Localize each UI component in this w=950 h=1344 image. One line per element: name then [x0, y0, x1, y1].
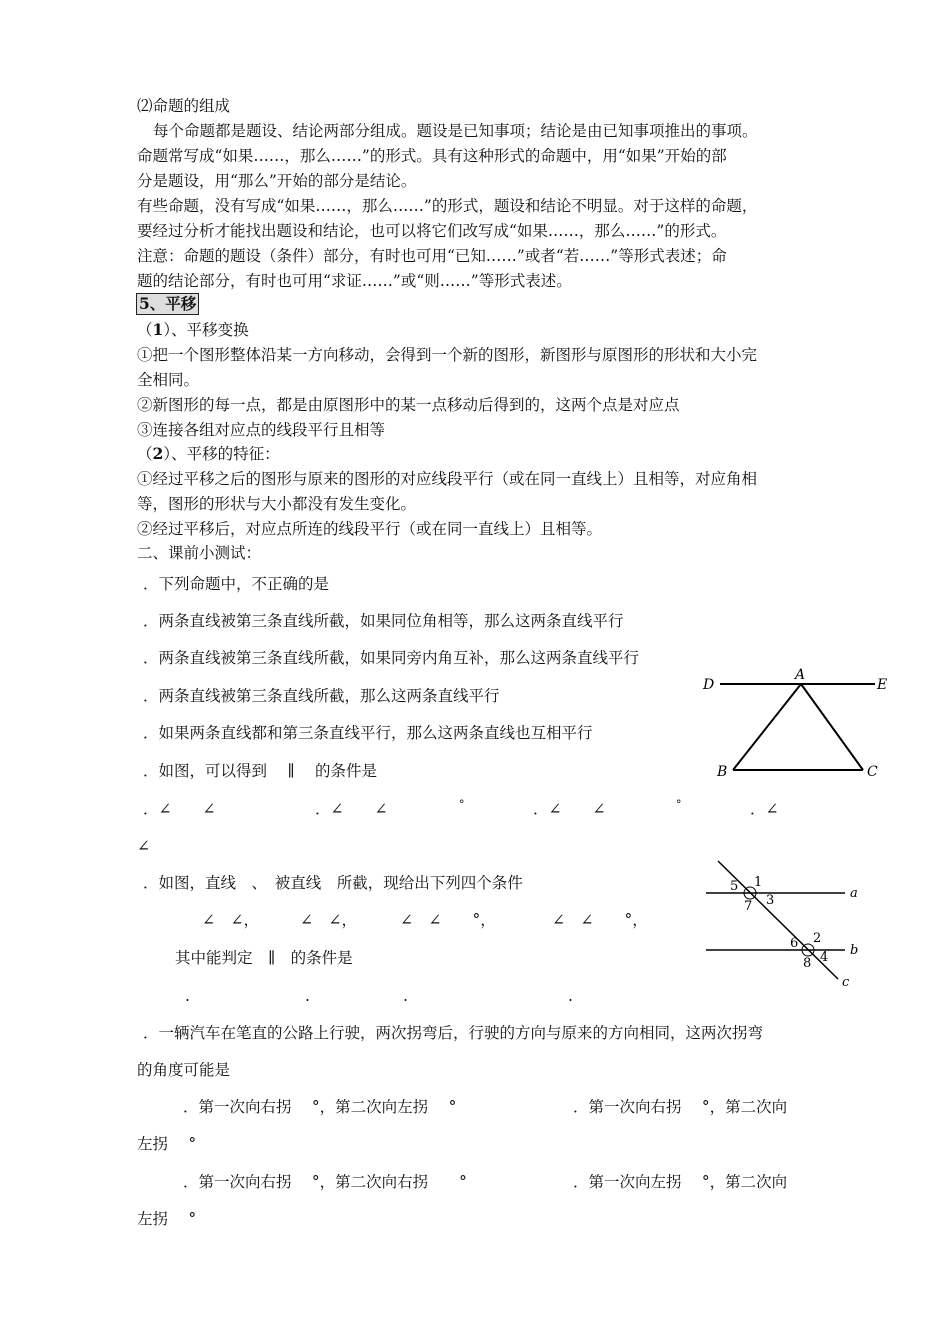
- question-1-option-b: ．两条直线被第三条直线所截，如果同旁内角互补，那么这两条直线平行: [143, 649, 640, 667]
- label-c: C: [867, 764, 878, 780]
- question-4-option-b: ．第一次向右拐 °，第二次向: [573, 1098, 788, 1116]
- degree-mark: °: [676, 798, 682, 811]
- angle-label-3: 3: [766, 893, 775, 908]
- question-4-cont: 的角度可能是: [137, 1061, 231, 1079]
- paragraph-line: 有些命题，没有写成“如果……，那么……”的形式，题设和结论不明显。对于这样的命题，: [137, 197, 758, 215]
- paragraph-line: ③连接各组对应点的线段平行且相等: [137, 421, 386, 439]
- section-title-translation: 5、平移: [136, 293, 199, 315]
- quiz-heading: 二、课前小测试：: [137, 544, 262, 562]
- paragraph-line: 分是题设，用“那么”开始的部分是结论。: [137, 172, 417, 190]
- question-2-option-b: ．∠ ∠: [315, 800, 388, 818]
- paragraph-line: 要经过分析才能找出题设和结论，也可以将它们改写成“如果……，那么……”的形式。: [137, 222, 727, 240]
- paragraph-line: ②新图形的每一点，都是由原图形中的某一点移动后得到的，这两个点是对应点: [137, 396, 680, 414]
- paragraph-line: 等，图形的形状与大小都没有发生变化。: [137, 495, 417, 513]
- question-3-condition-2: ∠ ∠，: [300, 911, 357, 929]
- label-line-a: a: [850, 886, 858, 901]
- proposition-heading: ⑵命题的组成: [137, 97, 231, 115]
- parallel-lines-figure: [700, 855, 870, 995]
- paragraph-line: ②经过平移后，对应点所连的线段平行（或在同一直线上）且相等。: [137, 520, 603, 538]
- paragraph-line: 全相同。: [137, 371, 200, 389]
- question-2-option-d: ．∠: [750, 800, 779, 818]
- paragraph-line: ①把一个图形整体沿某一方向移动，会得到一个新的图形，新图形与原图形的形状和大小完: [137, 346, 758, 364]
- question-4-option-c: ．第一次向右拐 °，第二次向右拐 °: [183, 1173, 467, 1191]
- paragraph-line: 题的结论部分，有时也可用“求证……”或“则……”等形式表述。: [137, 272, 572, 290]
- question-1-option-a: ．两条直线被第三条直线所截，如果同位角相等，那么这两条直线平行: [143, 612, 624, 630]
- label-line-c: c: [842, 975, 850, 990]
- subheading-number: 1: [152, 320, 164, 339]
- paragraph-line: 命题常写成“如果……，那么……”的形式。具有这种形式的命题中，用“如果”开始的部: [137, 147, 727, 165]
- paragraph-line: 每个命题都是题设、结论两部分组成。题设是已知事项；结论是由已知事项推出的事项。: [153, 122, 758, 140]
- subheading-translation-transform: （1）、平移变换: [137, 320, 249, 339]
- question-3-condition-1: ∠ ∠，: [202, 911, 259, 929]
- label-b: B: [717, 764, 728, 780]
- question-3-condition-4: ∠ ∠ °，: [552, 911, 648, 929]
- question-4-option-d: ．第一次向左拐 °，第二次向: [573, 1173, 788, 1191]
- angle-label-6: 6: [790, 936, 799, 951]
- label-d: D: [703, 677, 715, 693]
- question-2-option-a: ．∠ ∠: [143, 800, 216, 818]
- angle-label-7: 7: [744, 899, 753, 914]
- question-2-option-d-cont: ∠: [137, 837, 150, 855]
- question-4: ．一辆汽车在笔直的公路上行驶，两次拐弯后，行驶的方向与原来的方向相同，这两次拐弯: [143, 1024, 764, 1042]
- label-line-b: b: [850, 943, 859, 958]
- question-3-option-b: .: [305, 987, 310, 1005]
- subheading-translation-features: （2）、平移的特征：: [137, 444, 280, 463]
- paragraph-line: 注意：命题的题设（条件）部分，有时也可用“已知……”或者“若……”等形式表述；命: [137, 247, 727, 265]
- angle-label-1: 1: [754, 875, 763, 890]
- label-e: E: [877, 677, 888, 693]
- paragraph-line: ①经过平移之后的图形与原来的图形的对应线段平行（或在同一直线上）且相等，对应角相: [137, 470, 758, 488]
- segment-ac: [801, 684, 863, 770]
- angle-label-4: 4: [820, 950, 829, 965]
- question-3-option-d: .: [568, 987, 573, 1005]
- angle-label-8: 8: [803, 956, 812, 971]
- label-a: A: [795, 667, 806, 683]
- question-4-option-b-cont: 左拐 °: [137, 1135, 197, 1153]
- question-3-judge: 其中能判定 ∥ 的条件是: [175, 949, 353, 967]
- question-1-option-d: ．如果两条直线都和第三条直线平行，那么这两条直线也互相平行: [143, 724, 593, 742]
- question-1: ．下列命题中，不正确的是: [143, 575, 330, 593]
- question-4-option-a: ．第一次向右拐 °，第二次向左拐 °: [183, 1098, 457, 1116]
- question-2-option-c: ．∠ ∠: [533, 800, 606, 818]
- question-3-condition-3: ∠ ∠ °，: [400, 911, 496, 929]
- question-3: ．如图，直线 、 被直线 所截，现给出下列四个条件: [143, 874, 523, 892]
- subheading-number: 2: [152, 444, 164, 463]
- triangle-figure: [695, 660, 895, 785]
- question-1-option-c: ．两条直线被第三条直线所截，那么这两条直线平行: [143, 687, 500, 705]
- subheading-text: ）、平移变换: [163, 321, 249, 339]
- degree-mark: °: [459, 798, 465, 811]
- question-3-option-c: .: [403, 987, 408, 1005]
- angle-label-5: 5: [730, 879, 739, 894]
- question-4-option-d-cont: 左拐 °: [137, 1210, 197, 1228]
- question-3-option-a: .: [185, 987, 190, 1005]
- segment-ab: [733, 684, 801, 770]
- subheading-text: ）、平移的特征：: [163, 445, 280, 463]
- question-2: ．如图，可以得到 ∥ 的条件是: [143, 762, 378, 780]
- angle-label-2: 2: [813, 931, 822, 946]
